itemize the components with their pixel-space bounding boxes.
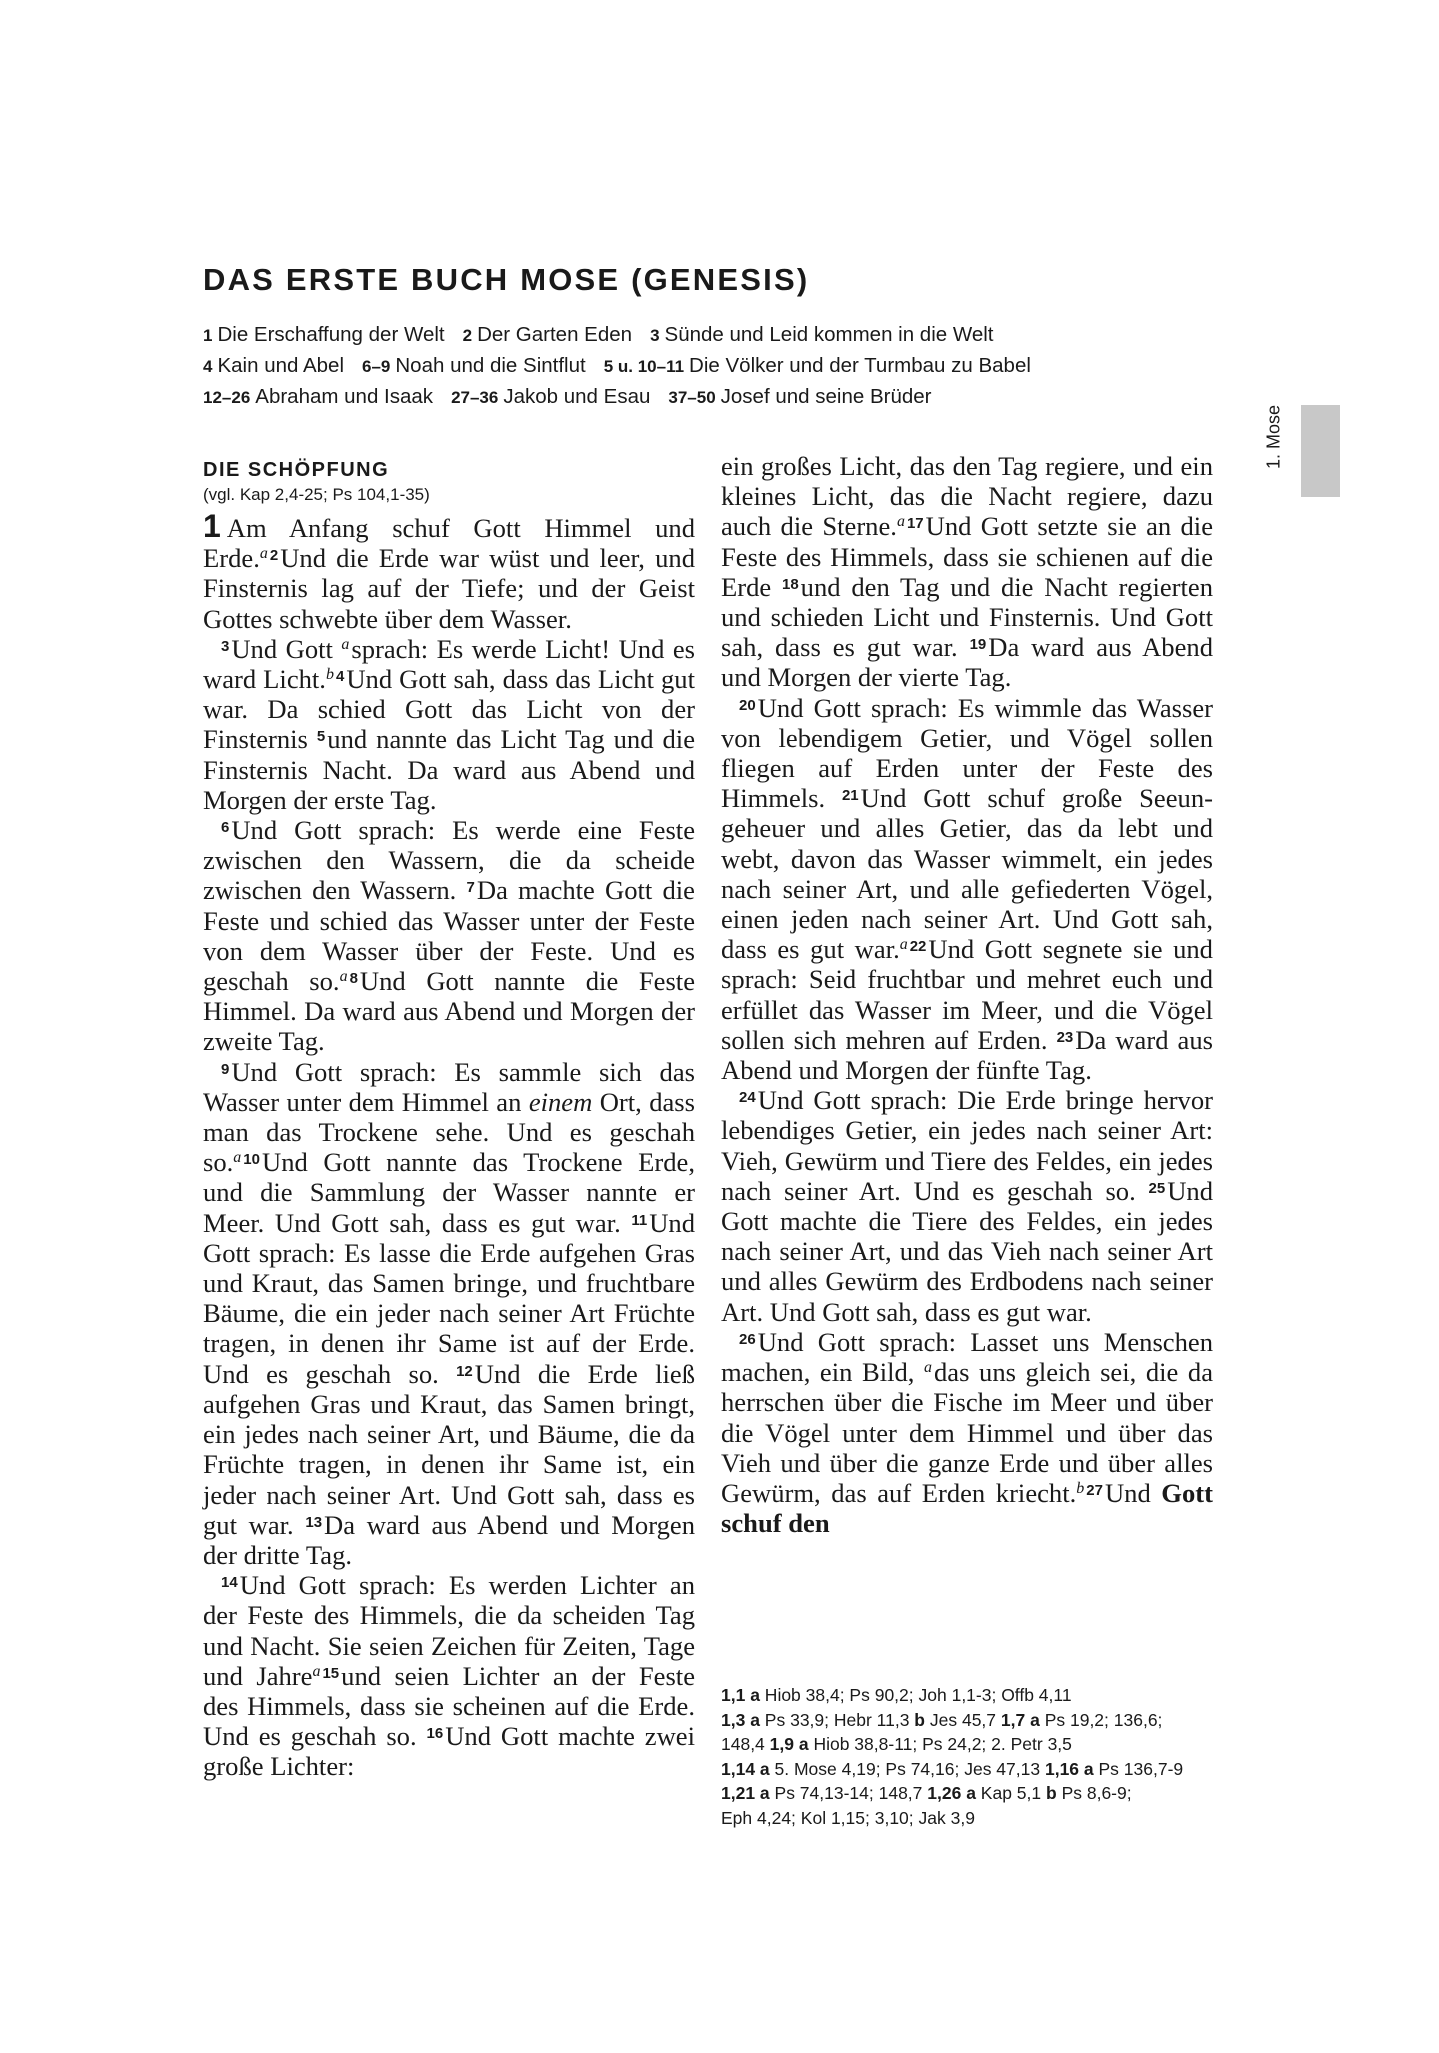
left-column-text xyxy=(203,508,696,1782)
footnote-marker: a xyxy=(312,1662,321,1680)
verse-paragraph: $^3$Und Gott $^a$sprach: Es werde Licht! Und es ward Licht.$^b$ $^4$Und Gott sah, dass das Licht gut war. Da schied Gott das Licht von der Finsternis $^5$und nannte das Licht Tag und die Finsternis Nacht. Da ward aus Abend und Morgen der erste Tag. xyxy=(203,633,696,815)
toc-chapter-number: 6–9 xyxy=(362,357,391,376)
verse-number: 17 xyxy=(906,515,924,533)
verse-number: 11 xyxy=(631,1211,648,1229)
verse-paragraph: 1 Am Anfang schuf Gott Himmel und Erde.$^a$ $^2$Und die Erde war wüst und leer, und Finsternis lag auf der Tiefe; und der Geist Gottes schwebte über dem Wasser. xyxy=(203,508,695,634)
verse-number: 7 xyxy=(466,879,475,897)
toc-chapter-number: 4 xyxy=(203,357,213,376)
toc-chapter-number: 3 xyxy=(650,326,660,345)
verse-number: 5 xyxy=(316,728,326,746)
cross-reference-key: 1,21 a xyxy=(721,1783,770,1803)
footnote-marker: a xyxy=(339,968,348,986)
verse-paragraph: $^{20}$Und Gott sprach: Es wimmle das Wasser von lebendigem Getier, und Vögel sollen fliegen auf Erden unter der Feste des Himmels. $^{21}$Und Gott schuf große Seeungeheuer und alles Getier, das da lebt und webt, davon das Wasser wimmelt, ein jedes nach seiner Art, und alle gefiederten Vögel, einen jeden nach seiner Art. Und Gott sah, dass es gut war.$^a$ $^{22}$Und Gott segnete sie und sprach: Seid fruchtbar und mehret euch und erfüllet das Wasser im Meer, und die Vögel sollen sich mehren auf Erden. $^{23}$Da ward aus Abend und Morgen der fünfte Tag. xyxy=(721,692,1214,1086)
section-reference: (vgl. Kap 2,4-25; Ps 104,1-35) xyxy=(203,485,430,504)
verse-paragraph: $^{24}$Und Gott sprach: Die Erde bringe hervor lebendiges Getier, ein jedes nach seiner Art: Vieh, Gewürm und Tiere des Feldes, ein jedes nach seiner Art. Und es geschah so. $^{25}$Und Gott machte die Tiere des Feldes, ein jedes nach seiner Art, und das Vieh nach seiner Art und alles Gewürm des Erdbodens nach seiner Art. Und Gott sah, dass es gut war. xyxy=(721,1085,1213,1327)
footnote-marker: a xyxy=(233,1149,242,1167)
toc-chapter-title: Der Garten Eden xyxy=(477,323,633,346)
cross-reference-key: b xyxy=(1046,1783,1057,1803)
verse-number: 2 xyxy=(269,547,279,565)
cross-reference-key: 1,26 a xyxy=(927,1783,976,1803)
toc-chapter-title: Josef und seine Brüder xyxy=(720,385,932,408)
verse-paragraph: $^9$Und Gott sprach: Es sammle sich das Wasser unter dem Himmel an einem Ort, dass man das Trockene sehe. Und es geschah so.$^a$ $^{10}$Und Gott nannte das Trockene Erde, und die Sammlung der Wasser nannte er Meer. Und Gott sah, dass es gut war. $^{11}$Und Gott sprach: Es lasse die Erde aufgehen Gras und Kraut, das Samen bringe, und fruchtbare Bäume, die ein jeder nach seiner Art Früchte tragen, in denen ihr Same ist auf der Erde. Und es geschah so. $^{12}$Und die Erde ließ aufgehen Gras und Kraut, das Samen bringt, ein jedes nach seiner Art, und Bäume, die da Früchte tragen, in denen ihr Same ist, ein jeder nach seiner Art. Und Gott sah, dass es gut war. $^{13}$Da ward aus Abend und Morgen der dritte Tag. xyxy=(203,1056,696,1570)
cross-reference-line: 1,21 a Ps 74,13-14; 148,7 1,26 a Kap 5,1 b Ps 8,6-9; xyxy=(721,1783,1132,1803)
verse-number: 16 xyxy=(426,1725,444,1743)
verse-number: 10 xyxy=(243,1151,260,1169)
cross-reference-key: 1,1 a xyxy=(721,1685,760,1705)
verse-number: 4 xyxy=(335,668,345,686)
cross-reference-line: 148,4 1,9 a Hiob 38,8-11; Ps 24,2; 2. Petr 3,5 xyxy=(721,1734,1072,1754)
cross-reference-line: 1,14 a 5. Mose 4,19; Ps 74,16; Jes 47,13 1,16 a Ps 136,7-9 xyxy=(721,1758,1184,1779)
verse-number: 19 xyxy=(969,636,987,654)
verse-number: 26 xyxy=(739,1330,756,1348)
verse-paragraph: $^{14}$Und Gott sprach: Es werden Lichter an der Feste des Himmels, die da scheiden Tag und Nacht. Sie seien Zeichen für Zeiten, Tage und Jahre$^a$ $^{15}$und seien Lichter an der Feste des Himmels, dass sie scheinen auf die Erde. Und es geschah so. $^{16}$Und Gott machte zwei große Lichter: xyxy=(203,1570,695,1782)
section-title: DIE SCHÖPFUNG xyxy=(203,459,390,481)
verse-number: 24 xyxy=(739,1089,756,1107)
cross-reference-key: 1,16 a xyxy=(1044,1758,1094,1779)
cross-reference-key: 1,14 a xyxy=(721,1758,770,1779)
toc-line xyxy=(203,320,1243,351)
footnote-marker: a xyxy=(341,635,350,653)
footnote-marker: b xyxy=(1076,1479,1085,1497)
cross-references xyxy=(721,1683,1221,1830)
verse-number: 27 xyxy=(1086,1481,1103,1499)
verse-number: 14 xyxy=(221,1574,238,1592)
book-thumb-tab[interactable] xyxy=(1301,405,1340,497)
footnote-marker: b xyxy=(325,666,334,684)
verse-number: 22 xyxy=(909,938,927,956)
toc-line xyxy=(203,351,1243,382)
toc-line xyxy=(203,382,1243,413)
toc-chapter-number: 5 u. 10–11 xyxy=(603,357,685,376)
cross-reference-line: Eph 4,24; Kol 1,15; 3,10; Jak 3,9 xyxy=(721,1807,975,1828)
verse-number: 15 xyxy=(322,1664,340,1682)
toc-chapter-title: Die Erschaffung der Welt xyxy=(217,323,445,346)
toc-chapter-number: 1 xyxy=(203,326,213,345)
right-column-text xyxy=(721,451,1213,1538)
footnote-marker: a xyxy=(924,1359,932,1377)
toc-chapter-number: 27–36 xyxy=(451,388,499,407)
footnote-marker: a xyxy=(896,513,905,531)
right-column xyxy=(721,451,1213,1538)
cross-reference-key: 1,3 a xyxy=(721,1709,760,1730)
verse-number: 8 xyxy=(349,970,358,988)
cross-reference-key: 1,9 a xyxy=(769,1734,809,1754)
toc-chapter-title: Sünde und Leid kommen in die Welt xyxy=(664,323,994,346)
verse-number: 20 xyxy=(739,696,756,714)
verse-paragraph: $^{26}$Und Gott sprach: Lasset uns Menschen machen, ein Bild, $^a$das uns gleich sei, die da herrschen über die Fische im Meer und über die Vögel unter dem Himmel und über das Vieh und über die ganze Erde und über alles Gewürm, das auf Erden kriecht.$^b$ $^{27}$Und Gott schuf den xyxy=(721,1326,1213,1539)
verse-number: 13 xyxy=(305,1513,323,1531)
verse-number: 18 xyxy=(781,575,799,593)
verse-number: 3 xyxy=(221,637,230,655)
toc-chapter-title: Jakob und Esau xyxy=(503,385,651,408)
toc-chapter-title: Noah und die Sintflut xyxy=(395,354,586,377)
cross-reference-key: 1,7 a xyxy=(1000,1709,1040,1730)
toc-chapter-title: Die Völker und der Turmbau zu Babel xyxy=(689,354,1031,377)
toc-chapter-title: Abraham und Isaak xyxy=(255,385,434,408)
book-tab-label: 1. Mose xyxy=(1263,404,1284,470)
left-column xyxy=(203,451,695,1782)
cross-reference-key: b xyxy=(914,1709,925,1730)
verse-paragraph: ein großes Licht, das den Tag regiere, und ein kleines Licht, das die Nacht regiere, dazu auch die Sterne.$^a$ $^{17}$Und Gott setzte sie an die Feste des Himmels, dass sie schienen auf die Erde $^{18}$und den Tag und die Nacht regierten und schieden Licht und Finsternis. Und Gott sah, dass es gut war. $^{19}$Da ward aus Abend und Morgen der vierte Tag. xyxy=(721,451,1213,693)
verse-paragraph: $^6$Und Gott sprach: Es werde eine Feste zwischen den Wassern, die da scheide zwischen den Wassern. $^7$Da machte Gott die Feste und schied das Wasser unter der Feste von dem Wasser über der Feste. Und es geschah so.$^a$ $^8$Und Gott nannte die Feste Himmel. Da ward aus Abend und Morgen der zweite Tag. xyxy=(203,815,696,1057)
chapter-overview xyxy=(203,320,1243,413)
cross-reference-line: 1,1 a Hiob 38,4; Ps 90,2; Joh 1,1-3; Offb 4,11 xyxy=(721,1685,1072,1705)
verse-number: 12 xyxy=(456,1362,473,1380)
toc-chapter-title: Kain und Abel xyxy=(217,354,344,377)
toc-chapter-number: 37–50 xyxy=(668,388,716,407)
toc-chapter-number: 12–26 xyxy=(203,388,251,407)
verse-number: 6 xyxy=(221,819,230,837)
cross-reference-line: 1,3 a Ps 33,9; Hebr 11,3 b Jes 45,7 1,7 a Ps 19,2; 136,6; xyxy=(721,1709,1163,1730)
footnote-marker: a xyxy=(899,936,908,954)
verse-number: 23 xyxy=(1056,1028,1074,1046)
verse-number: 21 xyxy=(841,787,859,805)
book-title: DAS ERSTE BUCH MOSE (GENESIS) xyxy=(203,262,810,297)
verse-number: 25 xyxy=(1148,1179,1166,1197)
emphasis-text: einem xyxy=(528,1086,593,1117)
footnote-marker: a xyxy=(259,545,268,563)
chapter-number: 1 xyxy=(203,508,221,544)
toc-chapter-number: 2 xyxy=(462,326,473,345)
verse-number: 9 xyxy=(221,1060,230,1078)
bold-text: Gott schuf den xyxy=(721,1477,1213,1539)
